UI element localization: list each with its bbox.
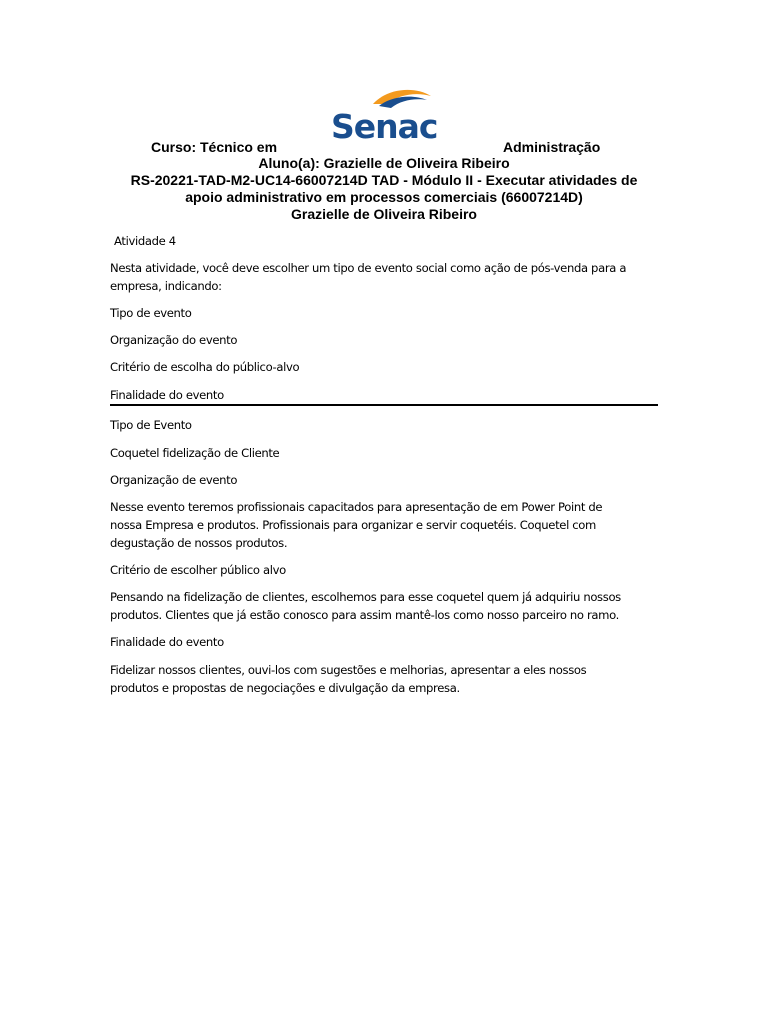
author-name: Grazielle de Oliveira Ribeiro xyxy=(291,206,477,222)
module-title-line: RS-20221-TAD-M2-UC14-66007214D TAD - Módulo II - Executar atividades de xyxy=(130,172,638,188)
intro-text: Nesta atividade, você deve escolher um tipo de evento social como ação de pós-venda para a xyxy=(110,261,627,275)
course-label: Curso: Técnico em xyxy=(151,139,278,155)
section-text: Pensando na fidelização de clientes, escolhemos para esse coquetel quem já adquiriu nossos xyxy=(110,590,621,604)
section-text: degustação de nossos produtos. xyxy=(110,536,288,550)
senac-logo xyxy=(329,84,439,144)
section-text: Nesse evento teremos profissionais capacitados para apresentação de em Power Point de xyxy=(110,500,603,514)
section-heading: Critério de escolher público alvo xyxy=(110,563,286,577)
requirement-item: Tipo de evento xyxy=(110,306,192,320)
section-text: nossa Empresa e produtos. Profissionais para organizar e servir coquetéis. Coquetel com xyxy=(110,518,596,532)
section-heading: Organização de evento xyxy=(110,473,238,487)
intro-text: empresa, indicando: xyxy=(110,279,222,293)
svg-text:Senac: Senac xyxy=(331,107,438,144)
activity-title: Atividade 4 xyxy=(114,234,176,248)
requirement-item: Critério de escolha do público-alvo xyxy=(110,360,300,374)
requirement-item: Organização do evento xyxy=(110,333,238,347)
section-text: Coquetel fidelização de Cliente xyxy=(110,446,280,460)
section-text: Fidelizar nossos clientes, ouvi-los com sugestões e melhorias, apresentar a eles nossos xyxy=(110,663,587,677)
module-title-line: apoio administrativo em processos comerciais (66007214D) xyxy=(185,189,583,205)
section-divider xyxy=(110,404,658,406)
student-name: Aluno(a): Grazielle de Oliveira Ribeiro xyxy=(258,155,510,171)
section-text: produtos e propostas de negociações e divulgação da empresa. xyxy=(110,681,460,695)
course-area: Administração xyxy=(503,139,601,155)
requirement-item: Finalidade do evento xyxy=(110,388,224,402)
section-text: produtos. Clientes que já estão conosco para assim mantê-los como nosso parceiro no ramo. xyxy=(110,608,619,622)
section-heading: Tipo de Evento xyxy=(110,418,192,432)
section-heading: Finalidade do evento xyxy=(110,635,224,649)
